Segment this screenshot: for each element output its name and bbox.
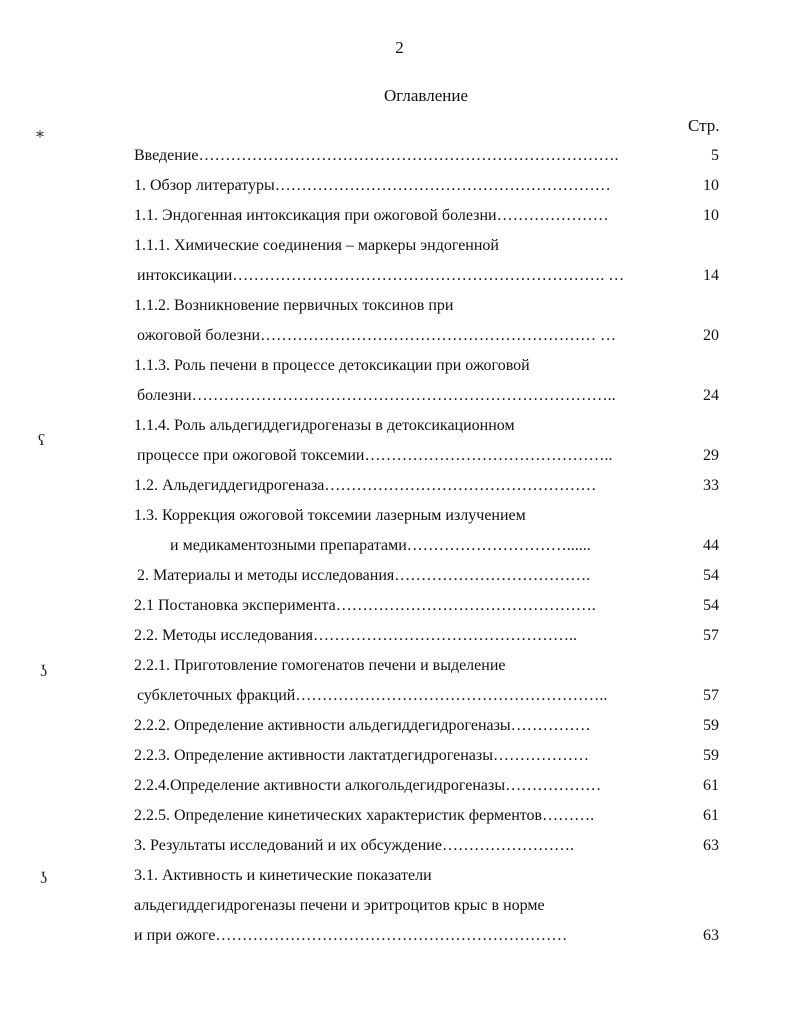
- toc-entry-text: интоксикации……………………………………………………………. …: [137, 267, 625, 284]
- toc-entry-text: 1.2. Альдегиддегидрогеназа……………………………………………: [134, 477, 597, 494]
- toc-entry-text: 3. Результаты исследований и их обсуждение…………………….: [134, 837, 574, 854]
- toc-entry-text: процессе при ожоговой токсемии………………………………………..: [137, 447, 613, 464]
- toc-entry-text: 1.1.2. Возникновение первичных токсинов при: [134, 297, 454, 314]
- toc-entry-text: болезни……………………………………………………………………..: [137, 387, 616, 404]
- page-column-header: Стр.: [688, 116, 720, 135]
- toc-page-number: 54: [703, 597, 719, 614]
- toc-entry-text: 1.1. Эндогенная интоксикация при ожоговой болезни…………………: [134, 207, 609, 224]
- toc-page-number: 10: [703, 207, 719, 224]
- toc-entry-text: 1.1.4. Роль альдегиддегидрогеназы в детоксикационном: [134, 417, 515, 434]
- scan-mark-icon: ⁎: [36, 124, 44, 141]
- toc-entry-text: 1.3. Коррекция ожоговой токсемии лазерным излучением: [134, 507, 526, 524]
- toc-entry-text: ожоговой болезни……………………………………………………… …: [137, 327, 617, 344]
- toc-entry-text: 2.1 Постановка эксперимента………………………………………….: [134, 597, 596, 614]
- toc-page-number: 57: [703, 627, 719, 644]
- page-number: 2: [395, 38, 404, 57]
- toc-title: Оглавление: [384, 86, 468, 105]
- toc-page-number: 10: [703, 177, 719, 194]
- toc-entry-text: 2.2. Методы исследования…………………………………………..: [134, 627, 578, 644]
- toc-entry-text: 3.1. Активность и кинетические показатели: [134, 867, 432, 884]
- toc-entry-text: альдегиддегидрогеназы печени и эритроцитов крыс в норме: [134, 897, 545, 914]
- toc-page-number: 61: [703, 777, 719, 794]
- toc-page-number: 63: [703, 927, 719, 944]
- toc-entry-text: 1.1.3. Роль печени в процессе детоксикации при ожоговой: [134, 357, 530, 374]
- toc-page-number: 29: [703, 447, 719, 464]
- toc-page-number: 14: [703, 267, 719, 284]
- toc-page-number: 20: [703, 327, 719, 344]
- toc-page-number: 54: [703, 567, 719, 584]
- toc-page-number: 5: [711, 147, 719, 164]
- toc-entry-text: субклеточных фракций…………………………………………………..: [137, 687, 608, 704]
- toc-entry-text: 2.2.1. Приготовление гомогенатов печени и выделение: [134, 657, 506, 674]
- toc-entry-text: 2. Материалы и методы исследования……………………………….: [137, 567, 591, 584]
- toc-entry-text: 1. Обзор литературы………………………………………………………: [134, 177, 611, 194]
- toc-page-number: 33: [703, 477, 719, 494]
- scan-mark-icon: ʖ: [40, 870, 48, 887]
- toc-entry-text: и медикаментозными препаратами…………………………......: [170, 537, 591, 554]
- toc-entry-text: Введение…………………………………………………………………….: [134, 147, 619, 164]
- toc-page-number: 61: [703, 807, 719, 824]
- toc-entry-text: 1.1.1. Химические соединения – маркеры эндогенной: [134, 237, 499, 254]
- toc-page-number: 57: [703, 687, 719, 704]
- toc-page-number: 44: [703, 537, 719, 554]
- toc-entry-text: 2.2.3. Определение активности лактатдегидрогеназы………………: [134, 747, 589, 764]
- scan-mark-icon: ʖ: [40, 663, 48, 680]
- toc-page-number: 63: [703, 837, 719, 854]
- toc-entry-text: 2.2.2. Определение активности альдегиддегидрогеназы……………: [134, 717, 591, 734]
- toc-page-number: 59: [703, 747, 719, 764]
- toc-page-number: 59: [703, 717, 719, 734]
- toc-entry-text: и при ожоге…………………………………………………………: [134, 927, 568, 944]
- toc-entry-text: 2.2.4.Определение активности алкогольдегидрогеназы………………: [134, 777, 602, 794]
- scan-mark-icon: ʕ: [38, 432, 46, 449]
- toc-entry-text: 2.2.5. Определение кинетических характеристик ферментов……….: [134, 807, 595, 824]
- toc-page-number: 24: [703, 387, 719, 404]
